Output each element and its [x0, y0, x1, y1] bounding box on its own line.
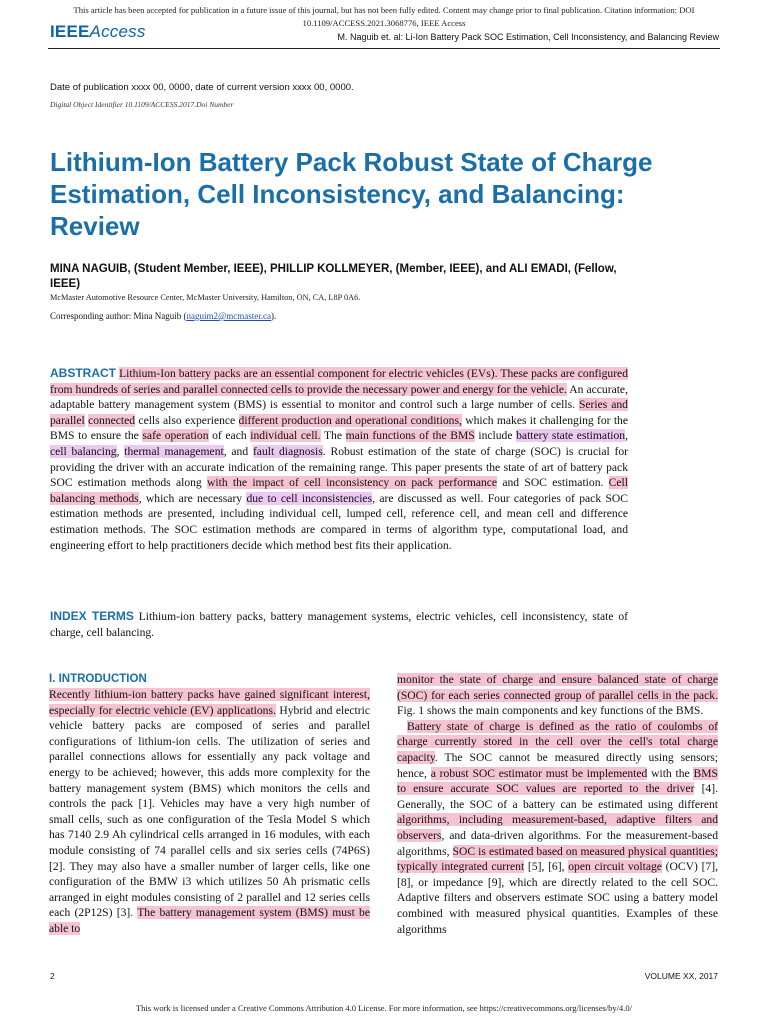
right-column [397, 672, 718, 937]
highlighted-text: different production and operational conditions, [238, 413, 462, 427]
corr-suffix: ). [271, 311, 277, 321]
highlighted-text: safe operation [142, 429, 209, 443]
body-text: Hybrid and electric vehicle battery packs are composed of series and parallel configurations of lithium-ion cells. The utilization of series and parallel connections allows for essentially any pack voltage and energy to be achieved; however, this adds more complexity for the battery management system (BMS) which monitors the cells and controls the pack [1]. Vehicles may have a very high number of small cells, such as one configuration of the Tesla Model S which has 7140 2.9 Ah cylindrical cells arranged in 16 modules, with each module consisting of 74 parallel cells and six series cells (74P6S) [2]. They may also have a smaller number of larger cells, like one configuration of the BMW i3 which utilizes 50 Ah prismatic cells arranged in eight modules consisting of 2 parallel and 12 series cells each (2P12S) [3]. [49, 703, 371, 920]
body-text: , and data-driven algorithms. For the measurement-based algorithms, [397, 828, 718, 858]
index-terms-text: Lithium-ion battery packs, battery management systems, electric vehicles, cell inconsistency, state of charge, cell balancing. [50, 610, 628, 639]
highlighted-text: with the impact of cell inconsistency on pack performance [207, 476, 498, 490]
highlighted-text: monitor the state of charge and ensure balanced state of charge (SOC) for each series connected group of parallel cells in the pack. [397, 673, 718, 702]
logo-access: Access [89, 22, 146, 41]
abstract-body [50, 367, 628, 552]
section-heading-introduction: I. INTRODUCTION [49, 673, 147, 685]
author-list: MINA NAGUIB, (Student Member, IEEE), PHILLIP KOLLMEYER, (Member, IEEE), and ALI EMADI, (Fellow, IEEE) [50, 263, 617, 290]
highlighted-text: Series and parallel [50, 398, 628, 427]
body-text: An accurate, adaptable battery management system (BMS) is essential to monitor and control such a large number of cells. [50, 382, 628, 412]
intro-paragraph-1 [49, 687, 370, 937]
volume-label: VOLUME XX, 2017 [644, 971, 718, 981]
highlighted-term: thermal management [124, 444, 224, 458]
paper-title: Lithium-Ion Battery Pack Robust State of Charge Estimation, Cell Inconsistency, and Balancing: Review [50, 147, 653, 241]
page-number: 2 [50, 971, 55, 981]
journal-logo [50, 22, 146, 42]
highlighted-text: SOC is estimated based on measured physical quantities; typically integrated current [397, 844, 718, 874]
highlighted-text: Cell balancing methods [50, 476, 628, 505]
body-text: , are discussed as well. Four categories of pack SOC estimation methods are presented, including individual cell, lumped cell, reference cell, and mean cell and difference estimation methods. The SOC estimation methods are compared in terms of algorithm type, computational load, and engineering effort to help practitioners decide which method best fits their application. [50, 491, 628, 552]
highlighted-text: algorithms, including measurement-based, adaptive filters and observers [397, 813, 718, 842]
body-text: . The SOC cannot be measured directly using sensors; hence, [397, 750, 718, 780]
intro-paragraph-2 [397, 672, 718, 719]
corr-prefix: Corresponding author: Mina Naguib ( [50, 311, 187, 321]
abstract [50, 366, 628, 553]
body-text: , which are necessary [138, 491, 247, 505]
body-text: with the [647, 766, 694, 780]
running-head: M. Naguib et. al: Li-Ion Battery Pack SOC Estimation, Cell Inconsistency, and Balancing Review [337, 32, 719, 42]
left-column [49, 672, 370, 937]
highlighted-term: fault diagnosis [252, 444, 323, 458]
body-text: The [320, 429, 346, 443]
body-text: which makes it challenging for the BMS to ensure the [50, 413, 628, 443]
body-text: Fig. 1 shows the main components and key functions of the BMS. [397, 704, 704, 718]
highlighted-text: The battery management system (BMS) must be able to [49, 906, 370, 935]
intro-paragraph-3 [397, 719, 718, 937]
index-terms-label: INDEX TERMS [50, 609, 134, 623]
highlighted-text: Lithium-Ion battery packs are an essential component for electric vehicles (EVs). These packs are configured from hundreds of series and parallel connected cells to provide the necessary power and energy for the vehicle. [50, 367, 628, 396]
license-footer: This work is licensed under a Creative Commons Attribution 4.0 License. For more information, see https://creativecommons.org/licenses/by/4.0/ [135, 1003, 633, 1013]
highlighted-text: main functions of the BMS [345, 429, 475, 443]
affiliation: McMaster Automotive Resource Center, McMaster University, Hamilton, ON, CA, L8P 0A6. [50, 293, 361, 302]
body-text: of each [208, 429, 251, 443]
body-text: , [116, 444, 125, 458]
body-text: include [474, 429, 517, 443]
corresponding-author [50, 311, 276, 321]
highlighted-term: due to cell inconsistencies [246, 491, 373, 505]
notice-line-2: 10.1109/ACCESS.2021.3068776, IEEE Access [302, 18, 466, 28]
body-text: cells also experience [135, 413, 239, 427]
publication-date: Date of publication xxxx 00, 0000, date of current version xxxx 00, 0000. [50, 82, 354, 93]
body-text: [4]. Generally, the SOC of a battery can be estimated using different [397, 782, 718, 811]
body-text: , [625, 429, 629, 443]
highlighted-term: battery state estimation [516, 429, 626, 443]
highlighted-text: open circuit voltage [568, 860, 662, 874]
doi-line: Digital Object Identifier 10.1109/ACCESS.2017.Doi Number [50, 100, 234, 109]
highlighted-text: Recently lithium-ion battery packs have gained significant interest, especially for electric vehicle (EV) applications. [49, 688, 370, 717]
body-text: . Robust estimation of the state of charge (SOC) is crucial for providing the driver with an accurate indication of the remaining range. This paper presents the state of art of battery pack SOC estimation methods along [50, 444, 628, 490]
highlighted-term: cell balancing [50, 444, 117, 458]
body-text: and SOC estimation. [497, 476, 609, 490]
highlighted-text: individual cell. [250, 429, 321, 443]
body-text: , and [223, 444, 253, 458]
highlighted-text: a robust SOC estimator must be implemented [430, 766, 648, 780]
highlighted-text: connected [88, 413, 136, 427]
highlighted-text: Battery state of charge is defined as the ratio of coulombs of charge currently stored in the cell over the cell's total charge capacity [397, 719, 718, 764]
corr-email-link[interactable]: naguim2@mcmaster.ca [186, 311, 271, 321]
notice-line-1: This article has been accepted for publication in a future issue of this journal, but has not been fully edited. Content may change prior to final publication. Citation information: DOI [73, 5, 695, 15]
highlighted-text: BMS to ensure accurate SOC values are reported to the driver [397, 766, 718, 796]
header-rule [48, 48, 720, 49]
body-text: (OCV) [7], [8], or impedance [9], which are directly related to the cell SOC. Adaptive filters and observers estimate SOC using a battery model combined with measured physical quantities. Examples of these algorithms [397, 860, 719, 936]
body-text: [5], [6], [524, 860, 569, 874]
index-terms [50, 609, 628, 640]
abstract-label: ABSTRACT [50, 366, 116, 380]
logo-ieee: IEEE [50, 22, 90, 41]
